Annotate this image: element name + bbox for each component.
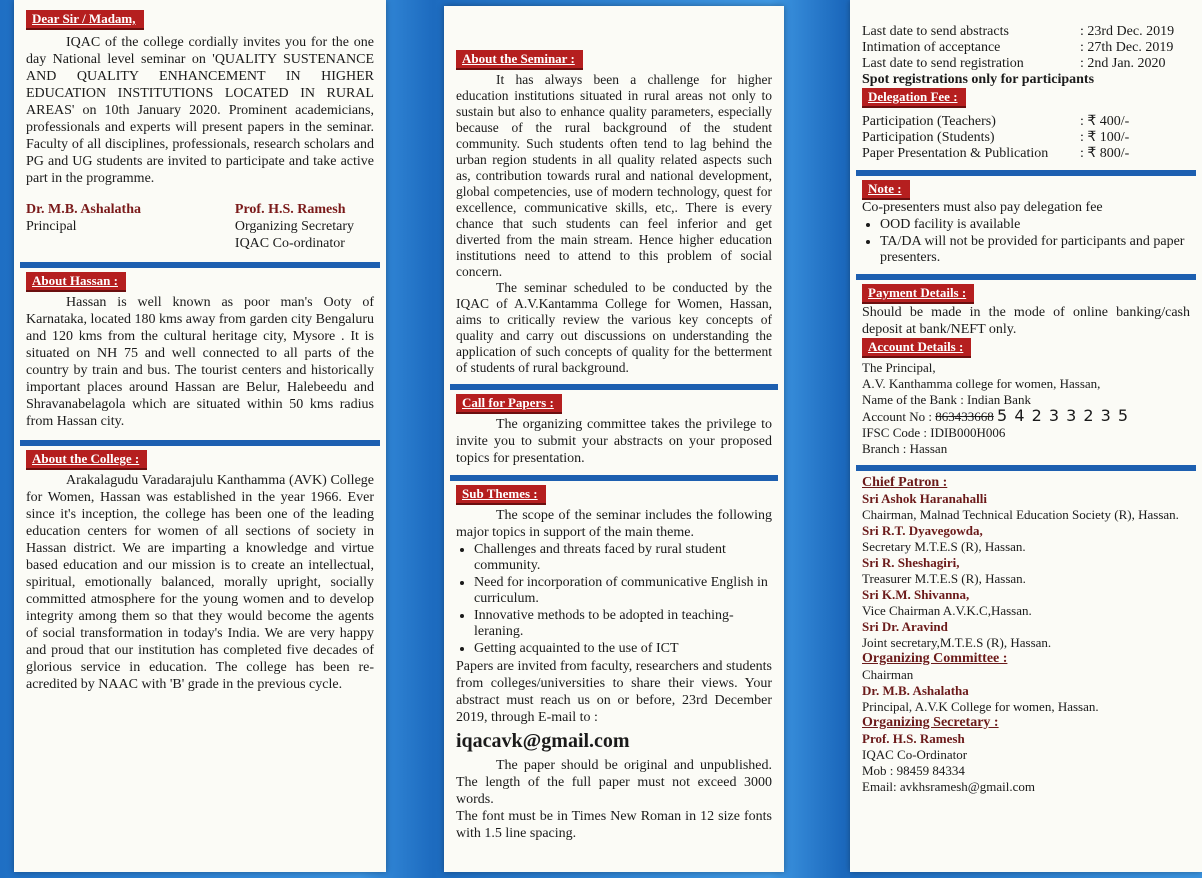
account-line: A.V. Kanthamma college for women, Hassan, (862, 376, 1101, 391)
fee-label: Participation (Teachers) (862, 114, 996, 129)
signatures (26, 201, 374, 252)
paper-requirements: The paper should be original and unpublished. The length of the full paper must not exceed 3000 words. (456, 758, 772, 807)
person-name: Sri R.T. Dyavegowda, (862, 523, 983, 538)
account-line: The Principal, (862, 360, 936, 375)
person-role: Secretary M.T.E.S (R), Hassan. (862, 539, 1026, 554)
divider (20, 440, 380, 446)
date-row (862, 56, 1190, 72)
secretary-name: Prof. H.S. Ramesh (862, 731, 965, 746)
note-header: Note : (862, 180, 910, 200)
payment-text: Should be made in the mode of online banking/cash deposit at bank/NEFT only. (862, 305, 1190, 337)
person-role: Joint secretary,M.T.E.S (R), Hassan. (862, 635, 1052, 650)
secretary-role: Organizing Secretary (234, 219, 354, 234)
person-name: Sri Dr. Aravind (862, 619, 948, 634)
list-item: • OOD facility is available (880, 217, 1190, 233)
divider (856, 274, 1196, 280)
principal-signature (26, 201, 141, 252)
principal-name: Dr. M.B. Ashalatha (26, 202, 142, 217)
secretary-line: Mob : 98459 84334 (862, 763, 965, 778)
date-value: : 27th Dec. 2019 (1080, 40, 1174, 55)
date-label: Last date to send abstracts (862, 24, 1009, 39)
seminar-text: It has always been a challenge for higher education institutions situated in rural areas not only to sustain but also to enhance quality parameters, especially because of the rural background of the student community. Such students often tend to lag behind the urban region students in all quality related aspects such as, contribution towards rural and national development, global competencies, use of modern technology, quest for excellence, communicative skills, etc,. There is every chance that such students can feel inferior and get diverted from the main stream. Hence higher education institutions need to attend to this problem of social concern. (456, 72, 772, 279)
fee-value: : ₹ 400/- (1080, 114, 1130, 129)
left-panel (14, 0, 386, 872)
divider (856, 465, 1196, 471)
branch: Branch : Hassan (862, 441, 948, 456)
person-role: Chairman, Malnad Technical Education Society (R), Hassan. (862, 507, 1179, 522)
account-number-new: 5 4 2 3 3 2 3 5 (997, 406, 1130, 425)
account-header: Account Details : (862, 338, 971, 358)
fee-label: Participation (Students) (862, 130, 995, 145)
college-text: Arakalagudu Varadarajulu Kanthamma (AVK) College for Women, Hassan was established in the year 1966. Ever since it's inception, the college has been one of the leading education centers for women of all sections of society in Hassan district. We are imparting a knowledge and virtue based education and our mission is to create an intellectual, spiritual, emotionally balanced, morally upright, socially committed atmosphere for the young women and to develop integrity among them so that they would become the agents of social transformation in today's India. We are very happy and proud that our institution has completed five decades of glorious service in education. The college has been re-acredited by NAAC with 'B' grade in the previous cycle. (26, 473, 374, 692)
contact-email[interactable]: iqacavk@gmail.com (456, 730, 630, 752)
account-number-old: 863433668 (935, 409, 994, 424)
secretary-name: Prof. H.S. Ramesh (234, 202, 346, 217)
college-header: About the College : (26, 450, 147, 470)
fee-value: : ₹ 100/- (1080, 130, 1130, 145)
ifsc-code: IFSC Code : IDIB000H006 (862, 425, 1006, 440)
fee-value: : ₹ 800/- (1080, 146, 1130, 161)
divider (856, 170, 1196, 176)
date-row (862, 24, 1190, 40)
hassan-header: About Hassan : (26, 272, 126, 292)
account-number (862, 408, 1190, 425)
middle-panel (444, 6, 784, 872)
date-row (862, 40, 1190, 56)
invite-text: IQAC of the college cordially invites you for the one day National level seminar on 'QUALITY SUSTENANCE AND QUALITY ENHANCEMENT IN HIGHER EDUCATION INSTITUTIONS LOCATED IN RURAL AREAS' on 10th January 2020. Prominent academicians, professionals and experts will present papers in the seminar. Faculty of all disciplines, professionals, research scholars and PG and UG students are invited to participate and take active part in the programme. (26, 35, 374, 186)
date-value: : 23rd Dec. 2019 (1080, 24, 1175, 39)
sub-themes-list (456, 542, 772, 657)
list-item: • Need for incorporation of communicative English in curriculum. (474, 575, 772, 607)
person-name: Sri Ashok Haranahalli (862, 491, 987, 506)
committee-header: Organizing Committee : (862, 651, 1008, 666)
divider (20, 262, 380, 268)
sub-themes-intro: The scope of the seminar includes the following major topics in support of the main theme. (456, 508, 772, 540)
payment-header: Payment Details : (862, 284, 974, 304)
person-role: Vice Chairman A.V.K.C,Hassan. (862, 603, 1032, 618)
list-item: • TA/DA will not be provided for participants and paper presenters. (880, 234, 1190, 266)
list-item: • Getting acquainted to the use of ICT (474, 641, 772, 657)
abstract-text: Papers are invited from faculty, researchers and students from colleges/universities to share their views. Your abstract must reach us on or before, 23rd December 2019, through E-mail to : (456, 659, 772, 725)
sub-themes-header: Sub Themes : (456, 485, 546, 505)
secretary-signature (235, 201, 354, 252)
date-label: Intimation of acceptance (862, 40, 1001, 55)
person-name: Sri K.M. Shivanna, (862, 587, 970, 602)
fee-row (862, 114, 1190, 130)
hassan-text: Hassan is well known as poor man's Ooty of Karnataka, located 180 kms away from garden city Bengaluru and 120 kms from the cultural heritage city, Mysore . It is situated on NH 75 and well connected to all parts of the country by train and bus. The tourist centers and historically important places around Hassan are Belur, Halebeedu and Shravanabelagola which are situated within 50 kms radius from Hassan city. (26, 295, 374, 429)
account-number-label: Account No : (862, 409, 933, 424)
account-line: Name of the Bank : Indian Bank (862, 392, 1031, 407)
right-panel (850, 0, 1202, 872)
call-for-papers-text: The organizing committee takes the privilege to invite you to submit your abstracts on your proposed topics for presentation. (456, 417, 772, 466)
person-role: Treasurer M.T.E.S (R), Hassan. (862, 571, 1026, 586)
committee-desc: Principal, A.V.K College for women, Hassan. (862, 699, 1099, 714)
fee-row (862, 146, 1190, 162)
notes-list (862, 217, 1190, 266)
fee-label: Paper Presentation & Publication (862, 146, 1049, 161)
list-item: • Challenges and threats faced by rural student community. (474, 542, 772, 574)
secretary-line: IQAC Co-Ordinator (862, 747, 968, 762)
call-for-papers-header: Call for Papers : (456, 394, 562, 414)
seminar-text-2: The seminar scheduled to be conducted by the IQAC of A.V.Kantamma College for Women, Hassan, aims to critically review the various key concepts of quality and carry out discussions on understanding the application of such concepts of quality for the betterment of students of rural background. (456, 280, 772, 375)
date-value: : 2nd Jan. 2020 (1080, 56, 1166, 71)
list-item: • Innovative methods to be adopted in teaching-leraning. (474, 608, 772, 640)
divider (450, 384, 778, 390)
committee-name: Dr. M.B. Ashalatha (862, 683, 969, 698)
divider (450, 475, 778, 481)
note-text: Co-presenters must also pay delegation fee (862, 200, 1103, 215)
principal-role: Principal (26, 219, 77, 234)
delegation-fee-header: Delegation Fee : (862, 88, 966, 108)
committee-role: Chairman (862, 667, 914, 682)
secretary-header: Organizing Secretary : (862, 715, 999, 730)
spot-registration-text: Spot registrations only for participants (862, 72, 1095, 87)
fee-row (862, 130, 1190, 146)
person-name: Sri R. Sheshagiri, (862, 555, 960, 570)
chief-patron-header: Chief Patron : (862, 475, 948, 490)
secretary-email[interactable]: Email: avkhsramesh@gmail.com (862, 779, 1035, 794)
greeting-header: Dear Sir / Madam, (26, 10, 144, 30)
coordinator-role: IQAC Co-ordinator (234, 236, 345, 251)
seminar-header: About the Seminar : (456, 50, 583, 70)
date-label: Last date to send registration (862, 56, 1024, 71)
font-requirements: The font must be in Times New Roman in 12 size fonts with 1.5 line spacing. (456, 809, 772, 841)
